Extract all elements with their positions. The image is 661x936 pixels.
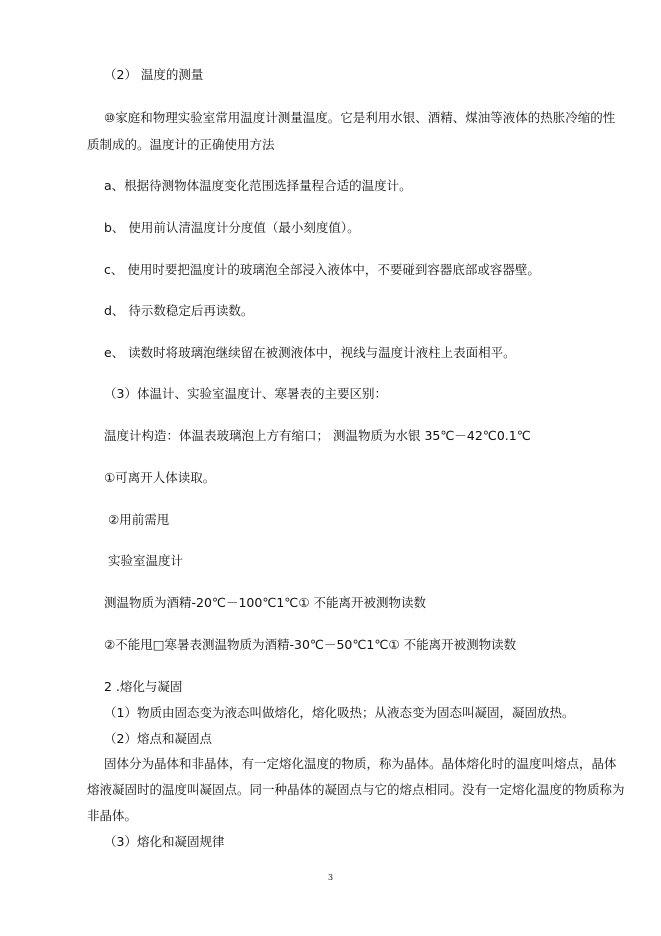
subheading-melting-point: （2）熔点和凝固点 [104, 731, 212, 746]
melting-definition: （1）物质由固态变为液态叫做熔化，熔化吸热；从液态变为固态叫凝固，凝固放热。 [104, 705, 575, 720]
section-heading-thermometer-differences: （3）体温计、实验室温度计、寒暑表的主要区别： [104, 386, 387, 401]
room-thermometer-details: ②不能甩□寒暑表测温物质为酒精-30℃－50℃1℃① 不能离开被测物读数 [104, 637, 517, 652]
usage-step-e: e、 读数时将玻璃泡继续留在被测液体中，视线与温度计液柱上表面相平。 [104, 345, 516, 360]
clinical-thermometer-note-1: ①可离开人体读取。 [104, 470, 216, 485]
subheading-melting-rules: （3）熔化和凝固规律 [104, 834, 225, 849]
crystal-paragraph-line-2: 熔液凝固时的温度叫凝固点。同一种晶体的凝固点与它的熔点相同。没有一定熔化温度的物质称为 [87, 782, 625, 797]
usage-step-a: a、根据待测物体温度变化范围选择量程合适的温度计。 [104, 178, 412, 193]
thermometer-structure-line: 温度计构造：体温表玻璃泡上方有缩口； 测温物质为水银 35℃－42℃0.1℃ [104, 428, 531, 443]
page-number: 3 [327, 873, 334, 882]
section-heading-temperature-measurement: （2） 温度的测量 [104, 67, 204, 82]
usage-step-d: d、 待示数稳定后再读数。 [104, 303, 254, 318]
section-heading-melting-solidification: 2 .熔化与凝固 [104, 679, 183, 694]
lab-thermometer-label: 实验室温度计 [108, 553, 184, 568]
paragraph-thermometer-line-2: 质制成的。温度计的正确使用方法 [87, 137, 275, 152]
crystal-paragraph-line-1: 固体分为晶体和非晶体，有一定熔化温度的物质，称为晶体。晶体熔化时的温度叫熔点，晶体 [104, 756, 617, 771]
clinical-thermometer-note-2: ②用前需甩 [108, 512, 170, 527]
crystal-paragraph-line-3: 非晶体。 [87, 808, 138, 823]
usage-step-c: c、 使用时要把温度计的玻璃泡全部浸入液体中，不要碰到容器底部或容器壁。 [104, 262, 540, 277]
usage-step-b: b、 使用前认清温度计分度值（最小刻度值）。 [104, 220, 360, 235]
paragraph-thermometer-line-1: ⑩家庭和物理实验室常用温度计测量温度。它是利用水银、酒精、煤油等液体的热胀冷缩的性 [104, 110, 616, 125]
lab-thermometer-details: 测温物质为酒精-20℃－100℃1℃① 不能离开被测物读数 [104, 595, 427, 610]
